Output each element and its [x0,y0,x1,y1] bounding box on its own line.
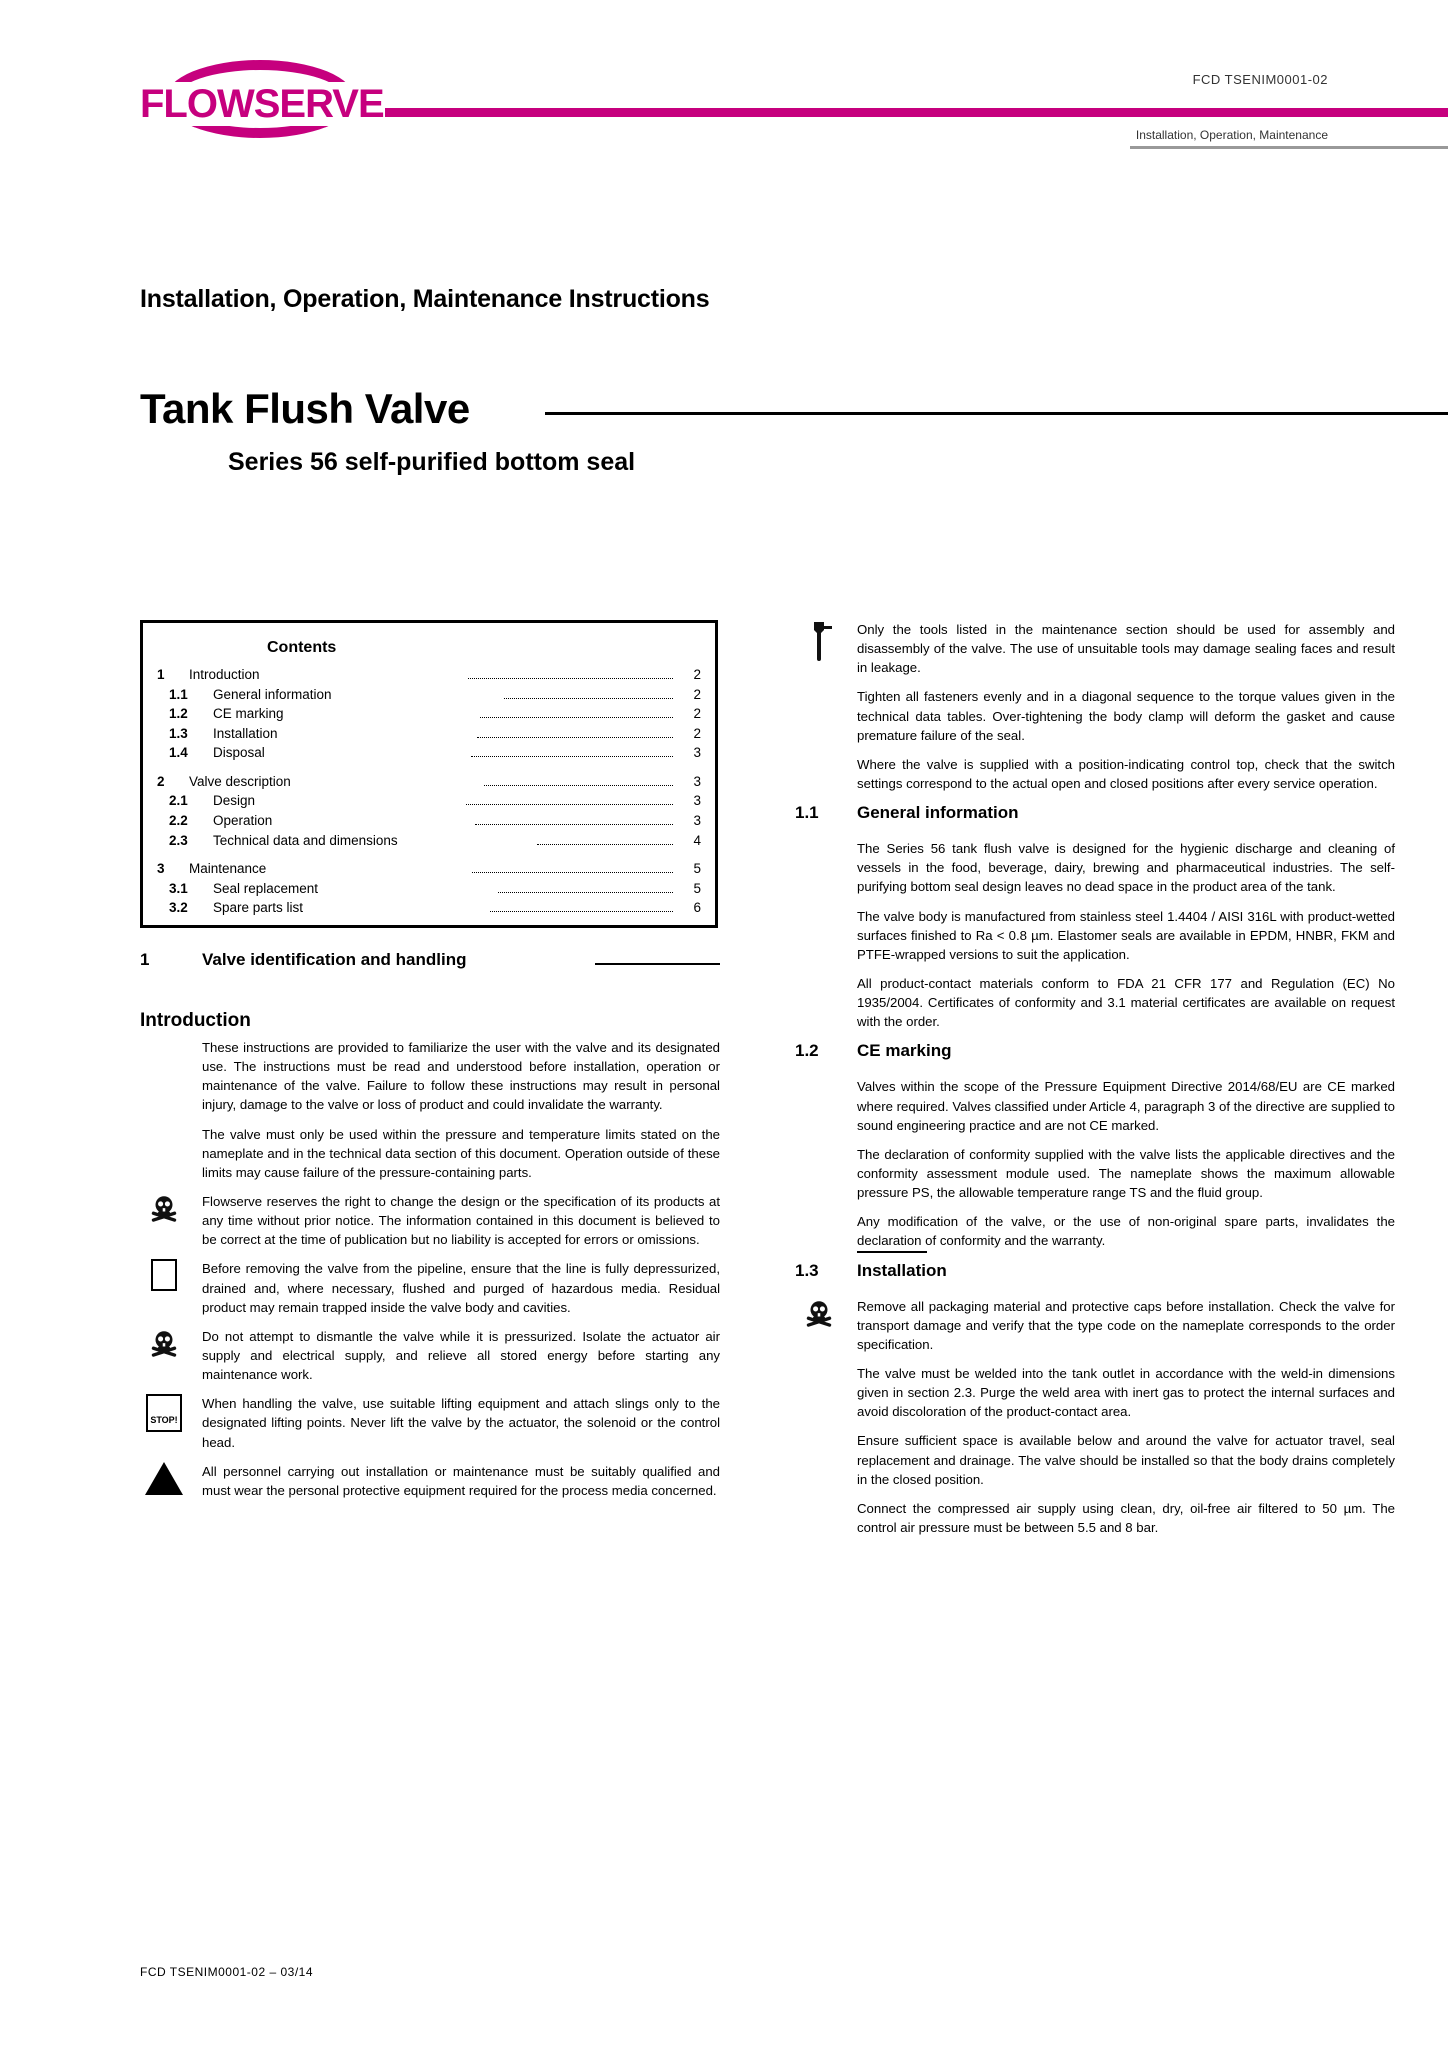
toc-page: 4 [693,832,701,848]
toc-page: 3 [693,773,701,789]
toc-leader [475,824,673,825]
toc-page: 3 [693,745,701,761]
section-heading [795,1041,1395,1061]
toc-label: Installation [213,725,278,741]
toc-number: 3.2 [169,900,188,916]
toc-leader [480,717,673,718]
toc-leader [468,678,673,679]
toc-label: Design [213,793,256,809]
page-footer: FCD TSENIM0001-02 – 03/14 [140,1965,314,1979]
toc-row[interactable] [157,879,701,899]
toc-page: 2 [693,667,702,682]
toc-row[interactable] [157,811,701,831]
caution-icon-container [140,1462,188,1500]
toc-row[interactable] [157,791,701,811]
toc-leader [498,892,673,893]
section-1-heading-block [140,950,720,970]
section-1-3-block [795,1261,1395,1281]
toc-page: 5 [693,880,701,896]
toc-number: 2.3 [169,832,188,848]
note-block-stop [140,1394,720,1451]
skull-icon-container [795,1297,843,1336]
toc-page: 2 [693,725,702,741]
note-block-skull-1 [140,1192,720,1249]
title-rule [545,412,1448,415]
paragraph-1-2-a: Valves within the scope of the Pressure Equipment Directive 2014/68/EU are CE marked where required. Valves classified under Article 4, paragraph 3 of the directive are supplied to sound engineering practice and are not CE marked. [857,1079,1395,1133]
toc-label: Introduction [189,667,260,682]
toc-page: 5 [693,861,701,877]
section-number: 1 [140,950,150,969]
toc-label: Maintenance [189,861,267,877]
toc-label: General information [213,686,332,702]
toc-leader [537,844,673,845]
paragraph-tools-3: Where the valve is supplied with a position-indicating control top, check that the switch settings correspond to the actual open and closed positions after every service operation. [857,756,1395,791]
header-accent-rule [385,108,1448,117]
toc-spacer [157,850,701,859]
toc-number: 3 [157,861,165,877]
paragraph-tools-1: Only the tools listed in the maintenance section should be used for assembly and disassembly of the valve. The use of unsuitable tools may damage sealing faces and result in leakage. [857,622,1395,676]
toc-row[interactable] [157,685,701,705]
note-block-tools [795,620,1395,793]
section-heading-rule [857,1251,927,1253]
toc-spacer [157,763,701,772]
section-1-1-block [795,803,1395,823]
paragraph-1-3-b: The valve must be welded into the tank outlet in accordance with the weld-in dimensions given in section 2.3. Purge the weld area with inert gas to protect the internal surfaces and avoid discoloration of the product-contact area. [857,1365,1395,1420]
section-heading [795,803,1395,823]
paragraph-1-2-c: Any modification of the valve, or the use of non-original spare parts, invalidates the declaration of conformity and the warranty. [857,1214,1395,1249]
section-number: 1.3 [795,1260,819,1280]
toc-page: 6 [693,900,702,916]
toc-row[interactable] [157,665,701,685]
tools-icon-container [795,620,843,671]
toc-label: Spare parts list [213,900,304,916]
right-column [795,620,1395,1547]
document-code: FCD TSENIM0001-02 [1192,72,1328,87]
page-header [0,0,1448,175]
toc-label: Operation [213,812,273,828]
document-note-icon [151,1259,177,1291]
paragraph-note: Before removing the valve from the pipeline, ensure that the line is fully depressurized, drained and, where necessary, flushed and purged of hazardous media. Residual product may remain trapped inside the valve body and cavities. [202,1261,720,1315]
section-title: Valve identification and handling [202,950,467,969]
paragraph-intro-2: The valve must only be used within the pressure and temperature limits stated on the nameplate and in the technical data section of this document. Operation outside of these limits may cause failure of the pressure-containing parts. [202,1126,720,1180]
toc-page: 2 [693,706,701,722]
toc-number: 1.4 [169,745,188,761]
header-thin-rule [1130,146,1448,149]
wrench-icon [804,620,834,666]
note-block-skull-3 [795,1297,1395,1354]
toc-row[interactable] [157,704,701,724]
note-icon-container [140,1259,188,1296]
flowserve-logo [140,60,395,145]
stop-icon-container [140,1394,188,1432]
paragraph-1-3-c: Ensure sufficient space is available below and around the valve for actuator travel, seal replacement and drainage. The valve should be installed so that the body drains completely in the closed position. [857,1433,1395,1487]
paragraph-1-3-a: Remove all packaging material and protective caps before installation. Check the valve for transport damage and verify that the type code on the nameplate corresponds to the order specification. [857,1298,1395,1352]
note-block-skull-2 [140,1327,720,1384]
paragraph-1-3-d: Connect the compressed air supply using clean, dry, oil-free air filtered to 50 µm. The control air pressure must be between 5.5 and 8 bar. [857,1500,1395,1535]
document-subtitle: Installation, Operation, Maintenance [1135,128,1328,142]
toc-leader [466,804,673,805]
toc-row[interactable] [157,859,701,879]
paragraph-stop: When handling the valve, use suitable lifting equipment and attach slings only to the designated lifting points. Never lift the valve by the actuator, the solenoid or the control head. [202,1396,720,1450]
toc-number: 1 [157,667,165,682]
note-block-doc [140,1259,720,1316]
page-title-iom: Installation, Operation, Maintenance Instructions [140,285,710,313]
toc-number: 3.1 [169,880,188,896]
skull-icon-container [140,1192,188,1231]
page-subtitle: Series 56 self-purified bottom seal [228,448,636,476]
skull-icon-container [140,1327,188,1366]
section-heading [140,950,720,970]
warning-triangle-icon [145,1462,183,1495]
toc-page: 3 [693,793,701,809]
section-title: General information [857,803,1019,823]
toc-leader [477,737,673,738]
toc-leader [504,698,673,699]
skull-and-crossbones-icon [147,1327,181,1361]
paragraph-warning-2: Do not attempt to dismantle the valve while it is pressurized. Isolate the actuator air supply and electrical supply, and relieve all stored energy before starting any maintenance work. [202,1328,720,1383]
paragraph-warning-1: Flowserve reserves the right to change the design or the specification of its products at any time without prior notice. The information contained in this document is believed to be correct at the time of publication but no liability is accepted for errors or omissions. [202,1193,720,1248]
toc-number: 1.2 [169,706,188,722]
toc-label: CE marking [213,706,284,722]
introduction-heading: Introduction [140,1010,251,1031]
toc-title: Contents [267,639,337,656]
toc-number: 2 [157,773,165,789]
toc-leader [471,756,673,757]
logo-wordmark: FLOWSERVE [140,82,384,126]
page-title: Tank Flush Valve [140,385,470,432]
toc-leader [490,911,673,912]
paragraph-1-1-c: All product-contact materials conform to FDA 21 CFR 177 and Regulation (EC) No 1935/2004. Certificates of conformity and 3.1 material certificates are available on request with the order. [857,975,1395,1030]
toc-row[interactable] [157,743,701,763]
note-block-caution [140,1462,720,1500]
toc-number: 1.3 [169,725,188,741]
toc-label: Technical data and dimensions [213,832,398,848]
paragraph-1-2-b: The declaration of conformity supplied with the valve lists the applicable directives and the conformity assessment module used. The nameplate shows the maximum allowable pressure PS, the allowable temperature range TS and the fluid group. [857,1146,1395,1201]
section-title: CE marking [857,1041,952,1061]
toc-number: 2.2 [169,812,188,828]
paragraph-caution: All personnel carrying out installation or maintenance must be suitably qualified and must wear the personal protective equipment required for the process media concerned. [202,1463,720,1498]
section-1-2-block [795,1041,1395,1061]
section-number: 1.1 [795,803,819,823]
stop-hand-icon: STOP! [146,1394,182,1432]
toc-page: 2 [693,686,701,702]
toc-label: Seal replacement [213,880,319,896]
paragraph-1-1-a: The Series 56 tank flush valve is designed for the hygienic discharge and cleaning of vessels in the food, beverage, dairy, brewing and pharmaceutical industries. The self-purifying bottom seal design leaves no dead space in the product area of the tank. [857,841,1395,895]
skull-and-crossbones-icon [802,1297,836,1331]
toc-number: 2.1 [169,793,188,809]
paragraph-intro-1: These instructions are provided to familiarize the user with the valve and its designated use. The instructions must be read and understood before installation, operation or maintenance of the valve. Failure to follow these instructions may result in personal injury, damage to the valve or loss of product and could invalidate the warranty. [202,1040,720,1113]
toc-label: Disposal [213,745,265,761]
section-title: Installation [857,1260,947,1280]
paragraph-1-1-b: The valve body is manufactured from stainless steel 1.4404 / AISI 316L with product-wetted surfaces finished to Ra < 0.8 µm. Elastomer seals are available in EPDM, HNBR, FKM and PTFE-wrapped versions to suit the application. [857,908,1395,962]
gap [140,986,720,1008]
paragraph-tools-2: Tighten all fasteners evenly and in a diagonal sequence to the torque values given in the technical data tables. Over-tightening the body clamp will deform the gasket and cause premature failure of the seal. [857,689,1395,743]
toc-row[interactable] [157,724,701,744]
section-number: 1.2 [795,1041,819,1061]
toc-number: 1.1 [169,686,188,702]
toc-row[interactable] [157,831,701,851]
skull-and-crossbones-icon [147,1192,181,1226]
toc-row[interactable] [157,772,701,792]
toc-row[interactable] [157,898,701,918]
section-heading-rule [595,963,720,965]
toc-leader [484,785,673,786]
table-of-contents [140,620,718,928]
section-heading [795,1261,1395,1281]
toc-label: Valve description [189,773,291,789]
toc-page: 3 [693,812,702,828]
toc-leader [472,872,673,873]
left-column [140,620,720,1510]
